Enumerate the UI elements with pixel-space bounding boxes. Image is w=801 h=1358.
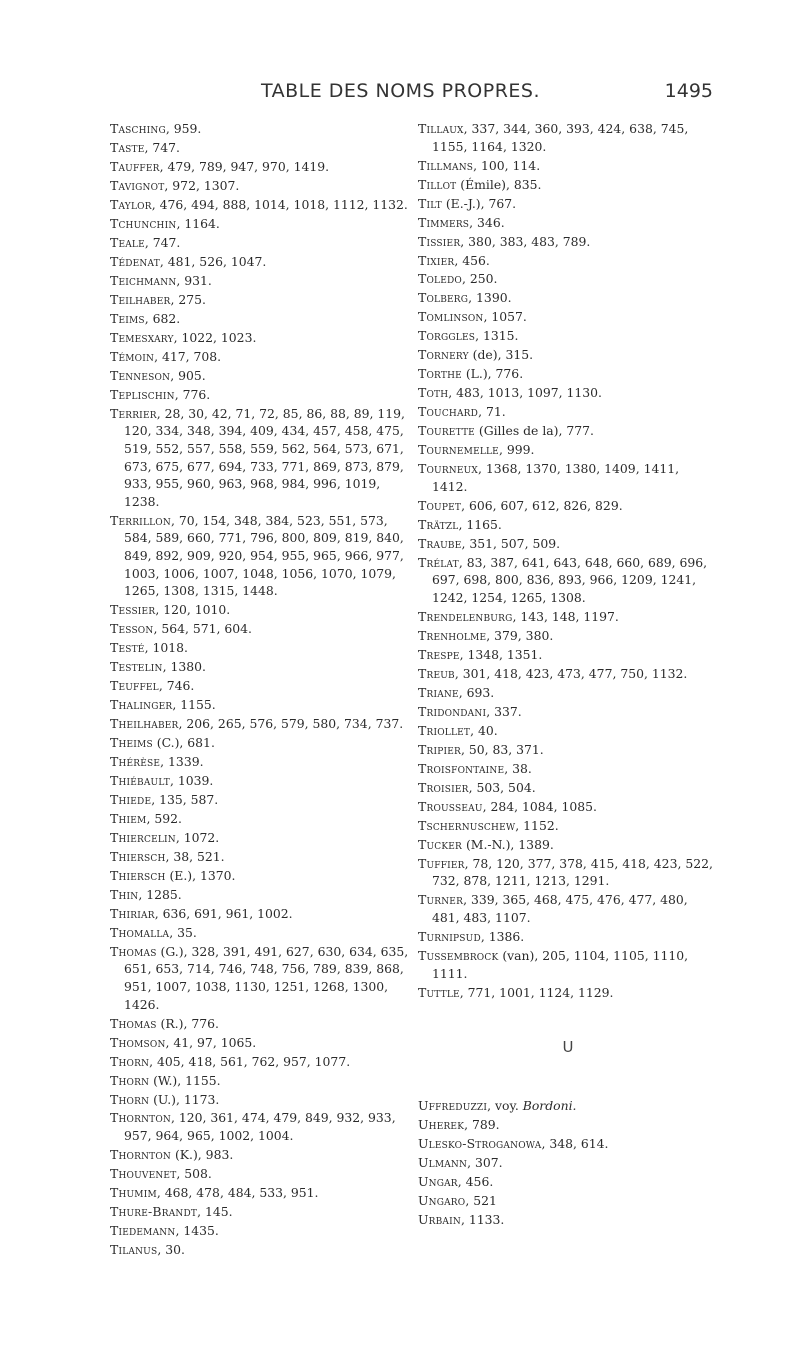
entry-refs: , 250. — [461, 271, 498, 287]
entry-refs: , 905. — [170, 367, 206, 383]
entry-name: Teplischin — [110, 386, 175, 402]
entry-refs: , 1133. — [460, 1211, 505, 1227]
entry-refs: (Émile), 835. — [456, 176, 542, 192]
entry-refs: , 456. — [454, 252, 490, 268]
index-entry — [418, 422, 718, 440]
entry-name: Tilanus — [110, 1241, 158, 1257]
entry-refs: , 70, 154, 348, 384, 523, 551, 573, 584, 589, 660, 771, 796, 800, 809, 819, 840, 849, 892, 909, 920, 954, 955, 965, 966, 977, 1003, 1006, 1007, 1048, 1056, 1070, 1079, 1265, 1308, 1315, 1448. — [124, 512, 404, 599]
entry-name: Ungar — [418, 1173, 458, 1189]
entry-name: Ulesko-Stroganowa — [418, 1135, 542, 1151]
entry-refs: , 999. — [498, 442, 535, 458]
entry-name: Ulmann — [418, 1154, 468, 1170]
entry-name: Toupet — [418, 497, 462, 513]
entry-name: Thorn — [110, 1053, 150, 1069]
index-entry — [418, 195, 718, 213]
entry-refs: , 379, 380. — [486, 628, 554, 644]
entry-refs: (M.-N.), 1389. — [462, 836, 554, 852]
page-title: TABLE DES NOMS PROPRES. — [260, 80, 541, 102]
entry-name: Thin — [110, 886, 139, 902]
index-entry — [110, 348, 410, 366]
index-entry — [110, 943, 410, 1013]
page-number: 1495 — [664, 80, 713, 102]
entry-name: Trespe — [418, 647, 460, 662]
entry-refs: , 1155. — [172, 697, 216, 712]
entry-name: Timmers — [418, 214, 470, 230]
index-entry — [110, 1222, 410, 1240]
entry-name: Tschernuschew — [418, 817, 516, 833]
index-entry — [418, 891, 718, 926]
entry-refs: , 337, 344, 360, 393, 424, 638, 745, 1155, 1164, 1320. — [432, 121, 689, 154]
entry-name: Touchard — [418, 404, 479, 420]
entry-refs: , 30. — [157, 1241, 185, 1257]
index-entry — [418, 327, 718, 345]
index-entry — [418, 627, 718, 645]
index-entry — [418, 1097, 718, 1115]
entry-name: Theilhaber — [110, 715, 179, 731]
index-entry — [110, 1091, 410, 1109]
index-entry — [110, 120, 410, 138]
entry-name: Tornery — [418, 347, 469, 363]
index-entry — [110, 215, 410, 233]
index-entry — [110, 924, 410, 942]
index-entry — [110, 234, 410, 252]
entry-refs: , 1022, 1023. — [173, 329, 257, 345]
index-entry — [110, 1034, 410, 1052]
index-entry — [418, 535, 718, 553]
entry-refs: (van), 205, 1104, 1105, 1110, 1111. — [432, 947, 689, 981]
entry-name: Treub — [418, 665, 455, 681]
index-entry — [418, 665, 718, 683]
entry-refs: (G.), 328, 391, 491, 627, 630, 634, 635, 651, 653, 714, 746, 748, 756, 789, 839, 868, 951, 1007, 1038, 1130, 1251, 1268, 1300, 1426. — [124, 943, 409, 1012]
entry-name: Torggles — [418, 328, 476, 344]
index-entry — [110, 772, 410, 790]
entry-refs: , 789. — [464, 1116, 500, 1132]
entry-refs: (W.), 1155. — [149, 1072, 221, 1088]
index-entry — [110, 1109, 410, 1144]
index-entry — [110, 905, 410, 923]
left-column — [110, 120, 410, 1260]
entry-refs: , 135, 587. — [151, 791, 219, 807]
index-entry — [418, 365, 718, 383]
entry-name: Testé — [110, 640, 145, 656]
index-entry — [110, 196, 410, 214]
index-entry — [110, 696, 410, 714]
entry-refs: , 776. — [174, 386, 211, 402]
entry-refs: , 1285. — [138, 886, 182, 902]
entry-refs: , 606, 607, 612, 826, 829. — [461, 497, 623, 513]
entry-refs: (L.), 776. — [461, 366, 524, 382]
entry-refs: , 931. — [176, 272, 212, 288]
entry-name: Theims — [110, 734, 153, 750]
index-entry — [418, 270, 718, 288]
entry-refs: , 693. — [458, 684, 495, 700]
entry-name: Thiriar — [110, 905, 155, 921]
entry-refs: , 746. — [158, 678, 195, 694]
entry-name: Tillaux — [418, 121, 464, 136]
entry-name: Teims — [110, 310, 145, 326]
index-entry — [418, 384, 718, 402]
entry-name: Tessier — [110, 602, 156, 618]
entry-refs: , 747. — [144, 234, 181, 250]
entry-name: Tucker — [418, 836, 463, 852]
index-entry — [418, 1192, 718, 1210]
index-entry — [418, 1211, 718, 1229]
index-entry — [418, 836, 718, 854]
entry-name: Trendelenburg — [418, 609, 513, 625]
index-entry — [110, 291, 410, 309]
index-entry — [418, 554, 718, 607]
entry-name: Taste — [110, 139, 145, 155]
entry-name: Thiébault — [110, 772, 170, 788]
index-entry — [418, 798, 718, 816]
index-entry — [418, 346, 718, 364]
index-entry — [418, 516, 718, 534]
index-entry — [110, 1146, 410, 1164]
index-entry — [110, 715, 410, 733]
index-entry — [418, 741, 718, 759]
index-entry — [110, 829, 410, 847]
index-entry — [110, 810, 410, 828]
entry-refs: (E.-J.), 767. — [441, 195, 517, 211]
entry-refs: , 456. — [457, 1173, 494, 1189]
index-entry — [110, 620, 410, 638]
page-header — [0, 80, 801, 110]
entry-name: Tilt — [418, 195, 442, 211]
entry-name: Tissier — [418, 233, 461, 249]
entry-refs: (K.), 983. — [171, 1147, 234, 1163]
index-entry — [418, 608, 718, 626]
section-letter-u: U — [562, 1038, 574, 1057]
entry-refs: , 83, 387, 641, 643, 648, 660, 689, 696, 697, 698, 800, 836, 893, 966, 1209, 1241, 1242, 1254, 1265, 1308. — [432, 554, 708, 606]
index-entry — [110, 658, 410, 676]
entry-name: Tédenat — [110, 253, 160, 269]
entry-refs: , 592. — [146, 810, 182, 826]
entry-refs: , 348, 614. — [541, 1135, 609, 1151]
entry-name: Teilhaber — [110, 291, 171, 307]
entry-refs: , 28, 30, 42, 71, 72, 85, 86, 88, 89, 119, 120, 334, 348, 394, 409, 434, 457, 458, 475, 519, 552, 557, 558, 559, 562, 564, 573, 671, 673, 675, 677, 694, 733, 771, 869, 873, 879, 933, 955, 960, 963, 968, 984, 996, 1019, 1238. — [124, 405, 405, 509]
index-entry — [418, 214, 718, 232]
entry-refs: , 35. — [169, 924, 197, 940]
entry-refs: , 636, 691, 961, 1002. — [154, 905, 293, 921]
entry-name: Thumim — [110, 1185, 157, 1201]
entry-refs: , 682. — [144, 310, 181, 326]
entry-refs: , 38. — [504, 760, 532, 776]
index-entry — [418, 779, 718, 797]
index-entry — [110, 405, 410, 511]
entry-refs: , 307. — [467, 1154, 503, 1170]
entry-name: Tuttle — [418, 984, 460, 1000]
entry-name: Tavignot — [110, 177, 165, 193]
index-entry — [110, 158, 410, 176]
entry-refs: , 1164. — [176, 215, 220, 231]
entry-name: Trenholme — [418, 628, 487, 644]
index-entry — [110, 512, 410, 600]
entry-name: Thalinger — [110, 697, 173, 712]
entry-refs: , voy. — [487, 1097, 523, 1113]
index-entry — [418, 928, 718, 946]
index-entry — [418, 984, 718, 1002]
entry-refs: , 468, 478, 484, 533, 951. — [156, 1185, 319, 1201]
entry-name: Thouvenet — [110, 1166, 177, 1182]
entry-refs: , 38, 521. — [165, 848, 225, 864]
entry-refs: (C.), 681. — [152, 734, 215, 750]
entry-name: Torthe — [418, 366, 462, 382]
entry-name: Triollet — [418, 722, 471, 738]
entry-refs: , 346. — [469, 214, 505, 230]
entry-name: Tchunchin — [110, 215, 177, 231]
entry-name: Teale — [110, 234, 145, 250]
entry-name: Terrier — [110, 405, 157, 421]
entry-name: Troisfontaine — [418, 760, 505, 776]
entry-refs: , 1018. — [144, 640, 188, 656]
entry-name: Thorn — [110, 1091, 150, 1107]
index-entry — [110, 734, 410, 752]
entry-refs: , 564, 571, 604. — [153, 621, 252, 637]
index-entry — [110, 177, 410, 195]
entry-name: Tussembrock — [418, 947, 499, 963]
index-entry — [418, 1173, 718, 1191]
index-entry — [418, 1116, 718, 1134]
entry-refs: , 284, 1084, 1085. — [482, 798, 597, 814]
entry-refs: , 1072. — [175, 829, 220, 845]
entry-name: Tolberg — [418, 290, 469, 306]
entry-name: Thiersch — [110, 848, 166, 864]
entry-refs: , 145. — [197, 1204, 233, 1220]
entry-refs: , 1315. — [475, 328, 519, 344]
index-entry — [418, 403, 718, 421]
right-column-entries — [418, 120, 718, 1001]
index-entry — [418, 703, 718, 721]
entry-refs: , 120, 361, 474, 479, 849, 932, 933, 957, 964, 965, 1002, 1004. — [124, 1110, 396, 1144]
index-entry — [110, 1053, 410, 1071]
entry-name: Tournemelle — [418, 442, 499, 458]
entry-name: Témoin — [110, 348, 155, 364]
index-entry — [110, 1203, 410, 1221]
index-entry — [418, 1154, 718, 1172]
entry-refs: , 405, 418, 561, 762, 957, 1077. — [149, 1053, 351, 1069]
entry-refs: , 337. — [486, 703, 522, 719]
entry-refs: , 1339. — [160, 753, 204, 769]
entry-name: Thiersch — [110, 867, 166, 883]
index-entry — [110, 1015, 410, 1033]
entry-name: Thomalla — [110, 924, 170, 940]
index-entry — [110, 367, 410, 385]
entry-refs: , 1152. — [515, 817, 559, 833]
entry-refs: , 483, 1013, 1097, 1130. — [448, 385, 602, 401]
entry-name: Tillmans — [418, 157, 474, 173]
entry-refs: (U.), 1173. — [149, 1091, 220, 1107]
index-entry — [418, 120, 718, 155]
entry-name: Testelin — [110, 659, 163, 675]
entry-name: Uffreduzzi — [418, 1097, 488, 1113]
index-entry — [418, 176, 718, 194]
entry-name: Toledo — [418, 271, 462, 287]
entry-refs: , 275. — [170, 291, 206, 307]
index-entry — [418, 441, 718, 459]
entry-refs: , 143, 148, 1197. — [512, 609, 619, 625]
index-entry — [110, 139, 410, 157]
index-entry — [110, 1165, 410, 1183]
entry-name: Tasching — [110, 121, 166, 136]
entry-name: Uherek — [418, 1116, 465, 1132]
entry-name: Tenneson — [110, 367, 171, 383]
entry-see-reference: Bordoni. — [522, 1097, 577, 1113]
right-column — [418, 120, 718, 1230]
index-entry — [110, 601, 410, 619]
entry-refs: , 1057. — [483, 309, 527, 325]
entry-refs: , 1039. — [169, 772, 214, 788]
entry-refs: , 50, 83, 371. — [460, 741, 544, 757]
entry-refs: , 972, 1307. — [164, 177, 240, 193]
entry-name: Trélat — [418, 554, 459, 570]
index-entry — [418, 947, 718, 982]
index-entry — [110, 386, 410, 404]
entry-name: Tesson — [110, 621, 154, 637]
entry-refs: , 476, 494, 888, 1014, 1018, 1112, 1132. — [151, 196, 408, 212]
entry-refs: (de), 315. — [468, 347, 534, 363]
entry-name: Thornton — [110, 1147, 171, 1163]
entry-name: Tuffier — [418, 855, 465, 871]
index-entry — [110, 329, 410, 347]
entry-name: Thiercelin — [110, 829, 176, 845]
entry-refs: , 1368, 1370, 1380, 1409, 1411, 1412. — [432, 461, 680, 494]
entry-refs: , 1348, 1351. — [459, 647, 543, 662]
entry-name: Urbain — [418, 1211, 461, 1227]
entry-refs: , 771, 1001, 1124, 1129. — [459, 984, 614, 1000]
entry-refs: , 206, 265, 576, 579, 580, 734, 737. — [178, 715, 404, 731]
entry-name: Tomlinson — [418, 309, 484, 325]
index-entry — [418, 308, 718, 326]
index-entry — [418, 497, 718, 515]
index-entry — [110, 1241, 410, 1259]
index-entry — [418, 722, 718, 740]
entry-name: Triane — [418, 684, 459, 700]
entry-name: Thomas — [110, 1015, 157, 1031]
entry-name: Tixier — [418, 252, 455, 268]
entry-name: Traube — [418, 535, 462, 551]
entry-refs: , 71. — [478, 404, 506, 420]
entry-refs: , 1386. — [480, 928, 525, 944]
entry-refs: , 521 — [465, 1192, 497, 1208]
entry-refs: , 40. — [470, 722, 498, 738]
index-entry — [418, 460, 718, 495]
entry-name: Ungaro — [418, 1192, 466, 1208]
entry-refs: , 1435. — [175, 1223, 219, 1238]
entry-refs: , 1380. — [162, 659, 206, 675]
index-entry — [418, 233, 718, 251]
entry-name: Terrillon — [110, 512, 171, 528]
index-entry — [110, 310, 410, 328]
entry-name: Teichmann — [110, 272, 177, 288]
index-entry — [110, 639, 410, 657]
index-entry — [418, 157, 718, 175]
entry-name: Temesxary — [110, 329, 174, 345]
entry-name: Toth — [418, 385, 449, 401]
entry-name: Troisier — [418, 779, 469, 795]
entry-name: Tillot — [418, 176, 457, 192]
entry-name: Thorn — [110, 1072, 150, 1088]
entry-refs: , 479, 789, 947, 970, 1419. — [159, 158, 330, 174]
index-entry — [110, 1072, 410, 1090]
index-entry — [110, 886, 410, 904]
entry-name: Teuffel — [110, 678, 159, 694]
entry-refs: , 503, 504. — [468, 779, 536, 795]
index-entry — [110, 848, 410, 866]
entry-name: Thomas — [110, 943, 157, 959]
entry-refs: , 508. — [176, 1166, 212, 1182]
entry-refs: , 747. — [144, 139, 180, 155]
entry-refs: , 1390. — [468, 290, 512, 306]
entry-name: Trousseau — [418, 798, 483, 814]
index-entry — [418, 289, 718, 307]
index-entry — [110, 1184, 410, 1202]
entry-name: Thérèse — [110, 753, 161, 769]
section-u-entries — [418, 1097, 718, 1229]
index-entry — [418, 1135, 718, 1153]
entry-name: Thornton — [110, 1110, 171, 1126]
index-entry — [110, 753, 410, 771]
entry-refs: , 380, 383, 483, 789. — [460, 233, 591, 249]
entry-name: Tourneux — [418, 461, 479, 477]
entry-name: Taylor — [110, 196, 152, 212]
entry-refs: , 351, 507, 509. — [461, 535, 561, 551]
entry-name: Trätzl — [418, 516, 459, 532]
entry-refs: , 120, 1010. — [155, 602, 231, 618]
entry-name: Turner — [418, 892, 464, 908]
entry-refs: , 301, 418, 423, 473, 477, 750, 1132. — [454, 665, 688, 681]
entry-refs: , 78, 120, 377, 378, 415, 418, 423, 522, 732, 878, 1211, 1213, 1291. — [432, 855, 713, 889]
index-entry — [110, 272, 410, 290]
index-entry — [418, 646, 718, 664]
entry-refs: , 339, 365, 468, 475, 476, 477, 480, 481, 483, 1107. — [432, 892, 688, 925]
entry-name: Tripier — [418, 741, 461, 757]
index-entry — [418, 252, 718, 270]
entry-refs: (R.), 776. — [156, 1015, 219, 1031]
entry-name: Tauffer — [110, 158, 160, 174]
entry-name: Tiedemann — [110, 1223, 176, 1238]
entry-name: Turnipsud — [418, 928, 481, 944]
entry-name: Thure-Brandt — [110, 1204, 198, 1220]
index-entry — [110, 677, 410, 695]
entry-refs: , 100, 114. — [473, 157, 541, 173]
index-entry — [418, 760, 718, 778]
index-entry — [418, 817, 718, 835]
index-entry — [418, 684, 718, 702]
entry-refs: , 417, 708. — [154, 348, 222, 364]
entry-refs: (Gilles de la), 777. — [474, 423, 594, 439]
entry-name: Tourette — [418, 423, 475, 439]
entry-refs: , 481, 526, 1047. — [159, 253, 267, 269]
entry-refs: (E.), 1370. — [165, 867, 236, 883]
entry-refs: , 41, 97, 1065. — [165, 1034, 257, 1050]
index-entry — [110, 253, 410, 271]
entry-name: Thiem — [110, 810, 147, 826]
entry-refs: , 959. — [165, 121, 202, 136]
index-entry — [110, 791, 410, 809]
entry-name: Thiede — [110, 791, 152, 807]
entry-refs: , 1165. — [458, 516, 502, 532]
index-entry — [110, 867, 410, 885]
index-entry — [418, 855, 718, 890]
entry-name: Thomson — [110, 1034, 166, 1050]
entry-name: Tridondani — [418, 703, 487, 719]
